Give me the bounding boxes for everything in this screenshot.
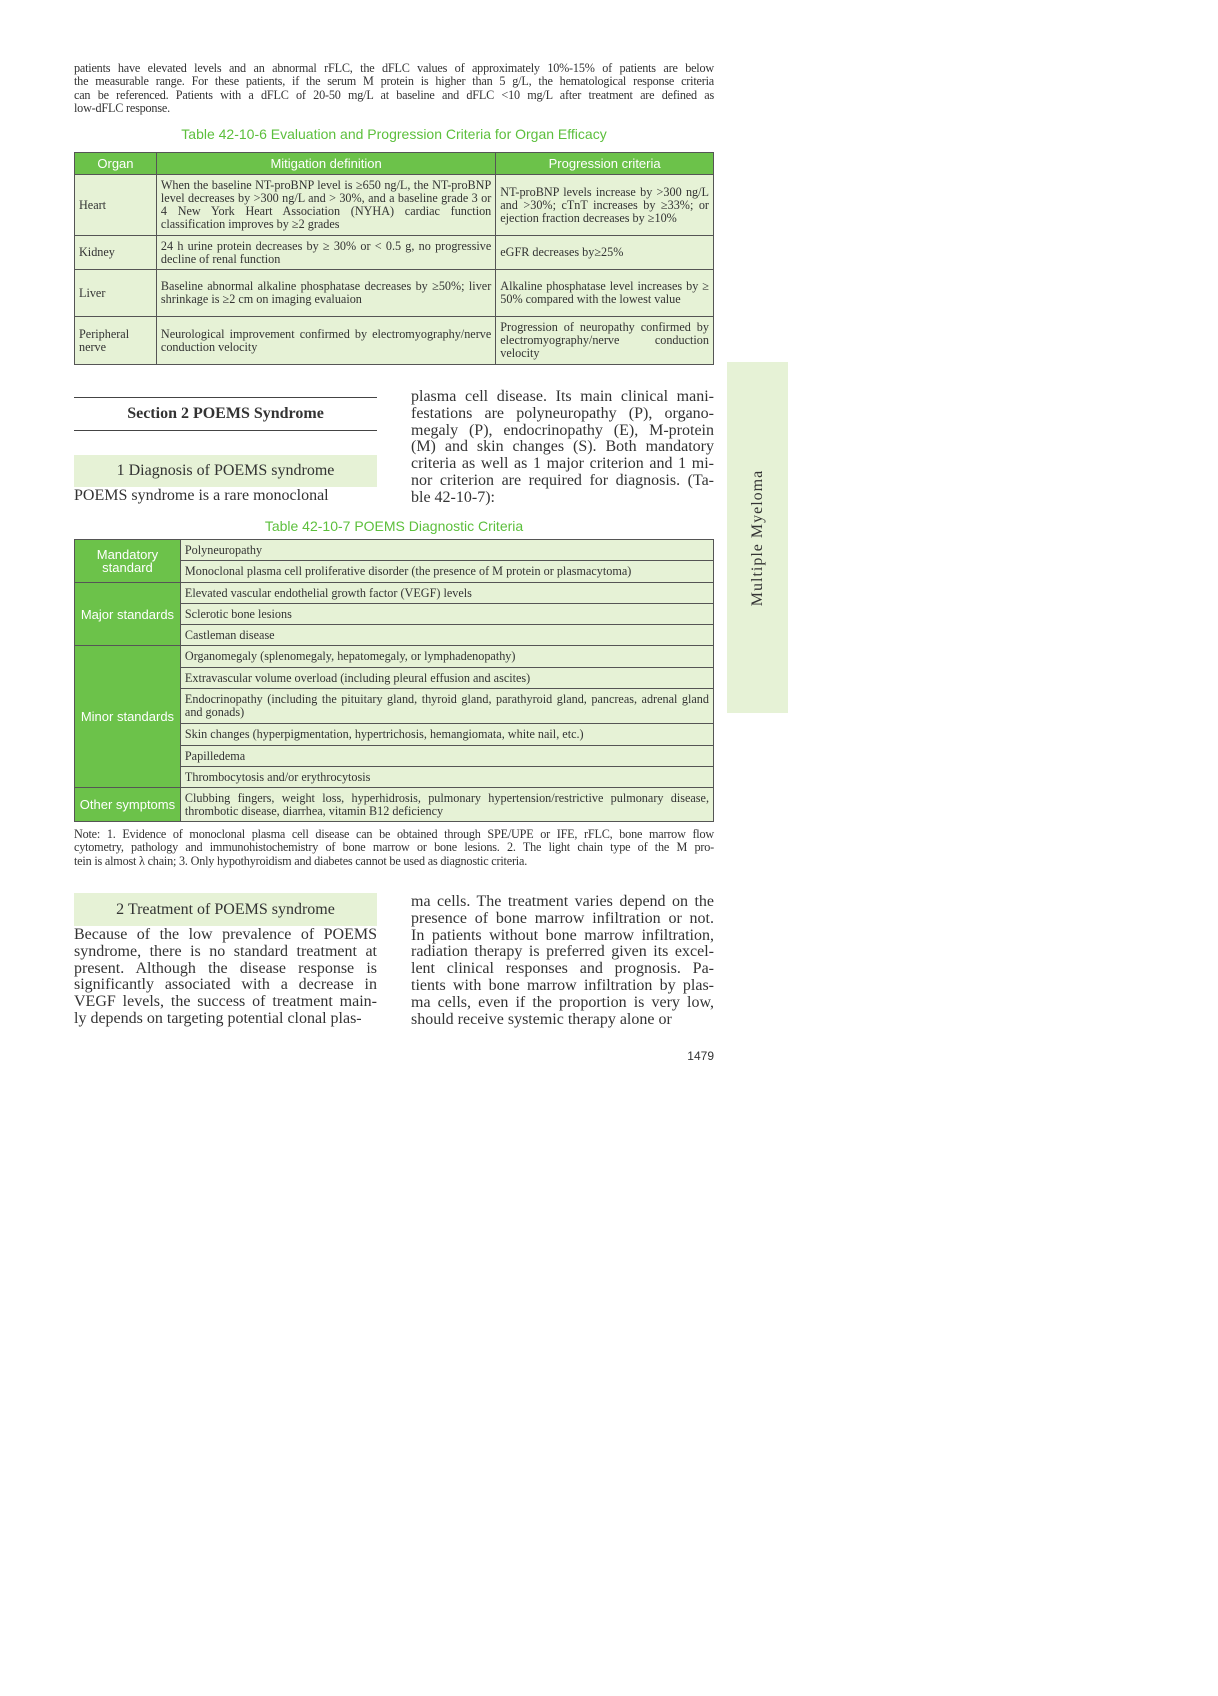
text-line: ble 42-10-7): — [411, 488, 495, 506]
text-line: ma cells. The treatment varies depend on the — [411, 893, 714, 910]
criteria-item: Papilledema — [180, 746, 713, 767]
table-row — [75, 270, 714, 317]
text-line: should receive systemic therapy alone or — [411, 1010, 672, 1028]
text-line: cytometry, pathology and immunohistochemistry of bone marrow or bone lesions. 2. The light chain type of the M pro- — [74, 840, 714, 855]
mitigation-cell: 24 h urine protein decreases by ≥ 30% or < 0.5 g, no progressive decline of renal function — [156, 236, 495, 270]
intro-paragraph — [74, 62, 714, 115]
organ-cell: Liver — [75, 270, 157, 317]
criteria-item: Monoclonal plasma cell proliferative disorder (the presence of M protein or plasmacytoma) — [180, 561, 713, 583]
table1-caption: Table 42-10-6 Evaluation and Progression Criteria for Organ Efficacy — [181, 126, 607, 142]
criteria-group-label: Other symptoms — [75, 788, 181, 822]
mitigation-cell: When the baseline NT-proBNP level is ≥650 ng/L, the NT-proBNP level decreases by >300 ng/L and > 30%, and a baseline grade 3 or 4 New York Heart Association (NYHA) cardiac function classification improves by ≥2 grades — [156, 175, 495, 236]
organ-efficacy-table — [74, 152, 714, 365]
diagnosis-text-left — [74, 488, 377, 505]
header-progression: Progression criteria — [496, 153, 714, 175]
criteria-item: Extravascular volume overload (including pleural effusion and ascites) — [180, 668, 713, 689]
criteria-item: Elevated vascular endothelial growth factor (VEGF) levels — [180, 583, 713, 604]
mitigation-cell: Baseline abnormal alkaline phosphatase decreases by ≥50%; liver shrinkage is ≥2 cm on imaging evaluaion — [156, 270, 495, 317]
table2-caption: Table 42-10-7 POEMS Diagnostic Criteria — [264, 518, 524, 534]
text-line: festations are polyneuropathy (P), organo- — [411, 404, 714, 422]
chapter-side-tab-label: Multiple Myeloma — [748, 469, 766, 606]
text-line: (M) and skin changes (S). Both mandatory — [411, 438, 714, 456]
organ-cell: Kidney — [75, 236, 157, 270]
table-row — [75, 175, 714, 236]
text-line: tein is almost λ chain; 3. Only hypothyroidism and diabetes cannot be used as diagnostic criteria. — [74, 853, 528, 868]
chapter-side-tab — [727, 362, 788, 713]
text-line: lent clinical responses and prognosis. Pa- — [411, 960, 714, 978]
text-line: plasma cell disease. Its main clinical mani- — [411, 388, 714, 405]
section-rule-top — [74, 397, 377, 398]
criteria-item: Castleman disease — [180, 625, 713, 646]
treatment-text-left — [74, 927, 377, 1028]
text-line: POEMS syndrome is a rare monoclonal — [74, 487, 329, 504]
diagnosis-heading: 1 Diagnosis of POEMS syndrome — [74, 455, 377, 487]
progression-cell: NT-proBNP levels increase by >300 ng/L and >30%; cTnT increases by ≥33%; or ejection fraction decreases by ≥10% — [496, 175, 714, 236]
poems-criteria-table — [74, 539, 714, 822]
text-line: criteria as well as 1 major criterion and 1 mi- — [411, 455, 714, 473]
text-line: syndrome, there is no standard treatment at — [74, 942, 377, 960]
text-line: significantly associated with a decrease in — [74, 976, 377, 994]
diagnosis-text-right — [411, 389, 714, 507]
text-line: presence of bone marrow infiltration or not. — [411, 909, 714, 927]
criteria-group-label: Minor standards — [75, 646, 181, 788]
criteria-item: Organomegaly (splenomegaly, hepatomegaly, or lymphadenopathy) — [180, 646, 713, 668]
text-line: nor criterion are required for diagnosis. (Ta- — [411, 471, 714, 489]
mitigation-cell: Neurological improvement confirmed by electromyography/nerve conduction velocity — [156, 317, 495, 365]
table-row — [75, 646, 714, 668]
table-row — [75, 583, 714, 604]
table-row — [75, 236, 714, 270]
progression-cell: Progression of neuropathy confirmed by electromyography/nerve conduction velocity — [496, 317, 714, 365]
criteria-item: Polyneuropathy — [180, 540, 713, 561]
treatment-heading: 2 Treatment of POEMS syndrome — [74, 893, 377, 926]
criteria-item: Clubbing fingers, weight loss, hyperhidrosis, pulmonary hypertension/restrictive pulmonary disease, thrombotic disease, diarrhea, vitamin B12 deficiency — [180, 788, 713, 822]
section-rule-bottom — [74, 430, 377, 431]
header-organ: Organ — [75, 153, 157, 175]
table-row — [75, 788, 714, 822]
text-line: radiation therapy is preferred given its excel- — [411, 943, 714, 961]
progression-cell: Alkaline phosphatase level increases by ≥ 50% compared with the lowest value — [496, 270, 714, 317]
treatment-text-right — [411, 894, 714, 1028]
text-line: low-dFLC response. — [74, 100, 170, 115]
organ-cell: Peripheral nerve — [75, 317, 157, 365]
criteria-item: Skin changes (hyperpigmentation, hypertrichosis, hemangiomata, white nail, etc.) — [180, 724, 713, 746]
text-line: ly depends on targeting potential clonal plas- — [74, 1009, 362, 1027]
progression-cell: eGFR decreases by≥25% — [496, 236, 714, 270]
criteria-group-label: Mandatory standard — [75, 540, 181, 583]
criteria-item: Endocrinopathy (including the pituitary gland, thyroid gland, parathyroid gland, pancreas, adrenal gland and gonads) — [180, 689, 713, 724]
criteria-group-label: Major standards — [75, 583, 181, 646]
text-line: Because of the low prevalence of POEMS — [74, 926, 377, 943]
criteria-item: Sclerotic bone lesions — [180, 604, 713, 625]
text-line: Note: 1. Evidence of monoclonal plasma cell disease can be obtained through SPE/UPE or IFE, rFLC, bone marrow flow — [74, 827, 714, 841]
section-title: Section 2 POEMS Syndrome — [127, 405, 324, 422]
table-row — [75, 540, 714, 561]
text-line: megaly (P), endocrinopathy (E), M-protein — [411, 421, 714, 439]
table-note — [74, 828, 714, 868]
text-line: ma cells, even if the proportion is very low, — [411, 993, 714, 1011]
organ-cell: Heart — [75, 175, 157, 236]
text-line: In patients without bone marrow infiltration, — [411, 926, 714, 944]
text-line: can be referenced. Patients with a dFLC of 20-50 mg/L at baseline and dFLC <10 mg/L after treatment are defined as — [74, 87, 714, 102]
page-number: 1479 — [687, 1049, 714, 1063]
header-mitigation: Mitigation definition — [156, 153, 495, 175]
text-line: patients have elevated levels and an abnormal rFLC, the dFLC values of approximately 10%-15% of patients are below — [74, 61, 714, 75]
text-line: VEGF levels, the success of treatment main- — [74, 993, 377, 1011]
text-line: the measurable range. For these patients, if the serum M protein is higher than 5 g/L, the hematological response criteria — [74, 74, 714, 89]
text-line: present. Although the disease response is — [74, 959, 377, 977]
criteria-item: Thrombocytosis and/or erythrocytosis — [180, 767, 713, 788]
text-line: tients with bone marrow infiltration by plas- — [411, 976, 714, 994]
table-row — [75, 317, 714, 365]
